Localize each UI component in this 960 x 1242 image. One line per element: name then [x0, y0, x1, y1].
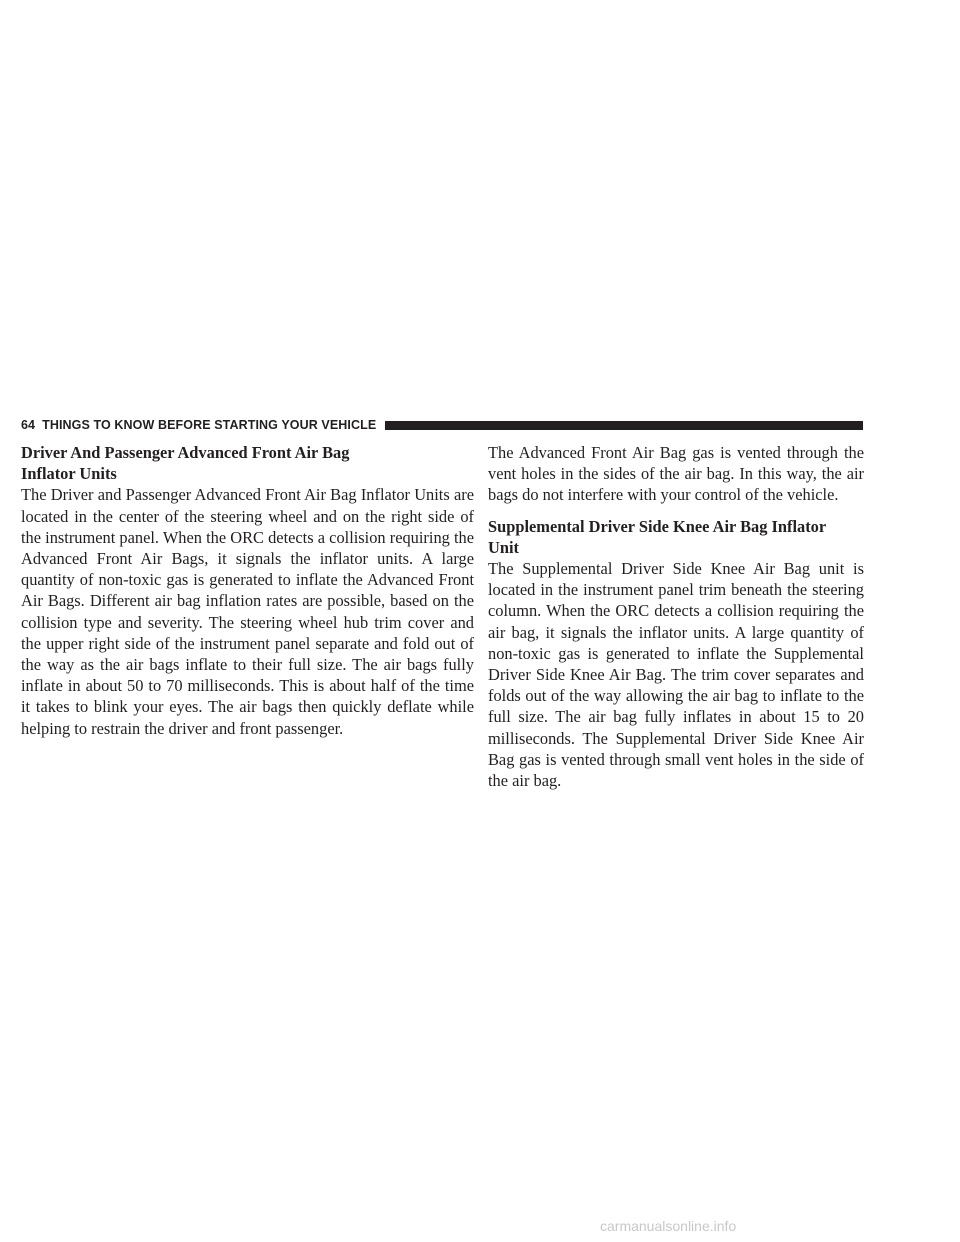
- page-number: 64: [21, 418, 36, 432]
- header-rule: [385, 421, 863, 430]
- knee-air-bag-inflator-paragraph: The Supplemental Driver Side Knee Air Bag unit is located in the instrument panel trim beneath the steering column. When the ORC detects a collision requiring the air bag, it signals the inflator units. A large quantity of non-toxic gas is generated to inflate the Supplemental Driver Side Knee Air Bag. The trim cover separates and folds out of the way allowing the air bag to inflate to the full size. The air bag fully inflates in about 15 to 20 milliseconds. The Supplemental Driver Side Knee Air Bag gas is vented through small vent holes in the side of the air bag.: [488, 559, 864, 791]
- left-column: [21, 442, 474, 739]
- running-header: [21, 418, 863, 432]
- air-bag-venting-paragraph: The Advanced Front Air Bag gas is vented through the vent holes in the sides of the air bag. In this way, the air bags do not interfere with your control of the vehicle.: [488, 443, 864, 505]
- heading-line-1: Supplemental Driver Side Knee Air Bag Inflator: [488, 516, 827, 536]
- watermark: carmanualsonline.info: [600, 1218, 737, 1234]
- heading-line-2: Inflator Units: [21, 464, 117, 484]
- heading-line-2: Unit: [488, 537, 519, 557]
- section-title: THINGS TO KNOW BEFORE STARTING YOUR VEHICLE: [42, 418, 377, 432]
- heading-line-1: Driver And Passenger Advanced Front Air Bag: [21, 443, 350, 462]
- front-air-bag-inflator-paragraph: The Driver and Passenger Advanced Front Air Bag Inflator Units are located in the center of the steering wheel and on the right side of the instrument panel. When the ORC detects a collision requiring the Advanced Front Air Bags, it signals the inflator units. A large quantity of non-toxic gas is generated to inflate the Advanced Front Air Bags. Different air bag inflation rates are possible, based on the collision type and severity. The steering wheel hub trim cover and the upper right side of the instrument panel separate and fold out of the way as the air bags inflate to their full size. The air bags fully inflate in about 50 to 70 milliseconds. This is about half of the time it takes to blink your eyes. The air bags then quickly deflate while helping to restrain the driver and front passenger.: [21, 485, 474, 738]
- right-column: [488, 442, 864, 791]
- front-air-bag-inflator-heading: [21, 442, 474, 484]
- knee-air-bag-inflator-heading: [488, 516, 864, 558]
